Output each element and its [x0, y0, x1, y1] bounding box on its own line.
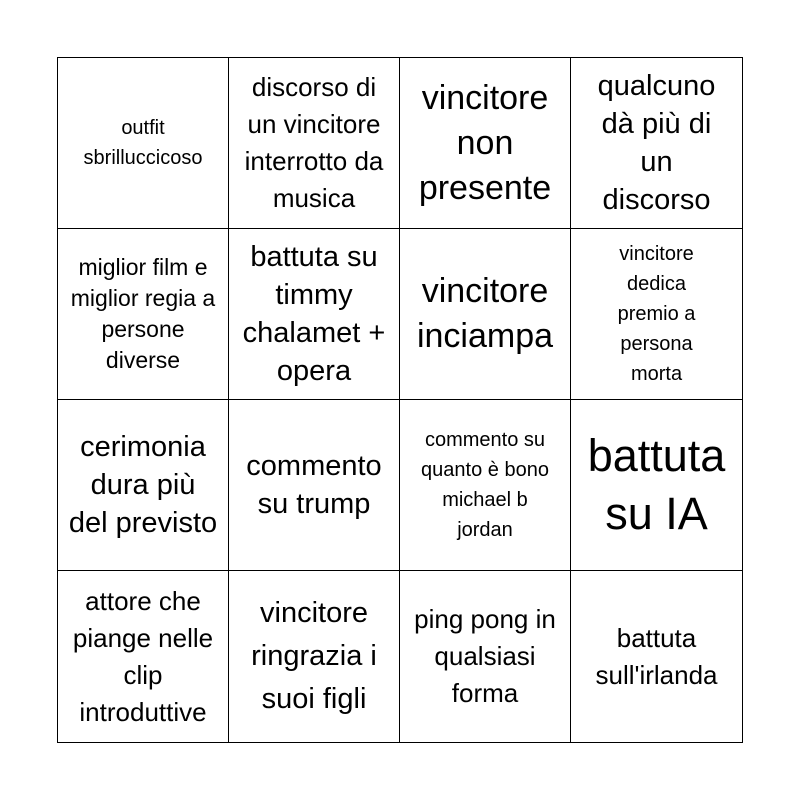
bingo-cell-2-text: discorso di un vincitore interrotto da musica [244, 72, 384, 213]
bingo-cell-8-text: vincitore dedica premio a persona morta [617, 243, 696, 385]
bingo-cell-7-text: vincitore inciampa [416, 272, 554, 355]
bingo-cell-4[interactable] [571, 58, 742, 229]
bingo-cell-10-text: commento su trump [246, 450, 382, 520]
bingo-cell-8[interactable] [571, 229, 742, 400]
bingo-cell-13-text: attore che piange nelle clip introduttive [72, 585, 214, 727]
bingo-card [57, 57, 743, 743]
bingo-cell-12[interactable] [571, 400, 742, 571]
bingo-cell-11-text: commento su quanto è bono michael b jordan [421, 429, 549, 541]
bingo-cell-12-text: battuta su IA [587, 430, 726, 539]
bingo-cell-5-text: miglior film e miglior regia a persone diverse [70, 254, 216, 373]
bingo-cell-11[interactable] [400, 400, 571, 571]
bingo-cell-16-text: battuta sull'irlanda [595, 622, 718, 690]
bingo-cell-3-text: vincitore non presente [418, 78, 552, 207]
bingo-cell-14-text: vincitore ringrazia i suoi figli [251, 597, 377, 715]
bingo-cell-14[interactable] [229, 571, 400, 742]
bingo-cell-3[interactable] [400, 58, 571, 229]
bingo-cell-15-text: ping pong in qualsiasi forma [414, 604, 556, 708]
bingo-cell-5[interactable] [58, 229, 229, 400]
bingo-cell-6-text: battuta su timmy chalamet + opera [242, 241, 386, 387]
bingo-cell-15[interactable] [400, 571, 571, 742]
bingo-cell-1-text: outfit sbrilluccicoso [83, 117, 203, 169]
bingo-cell-4-text: qualcuno dà più di un discorso [597, 70, 716, 216]
bingo-cell-6[interactable] [229, 229, 400, 400]
bingo-cell-9-text: cerimonia dura più del previsto [68, 431, 218, 539]
bingo-cell-9[interactable] [58, 400, 229, 571]
bingo-cell-10[interactable] [229, 400, 400, 571]
bingo-cell-16[interactable] [571, 571, 742, 742]
bingo-cell-1[interactable] [58, 58, 229, 229]
bingo-cell-7[interactable] [400, 229, 571, 400]
bingo-cell-2[interactable] [229, 58, 400, 229]
bingo-cell-13[interactable] [58, 571, 229, 742]
